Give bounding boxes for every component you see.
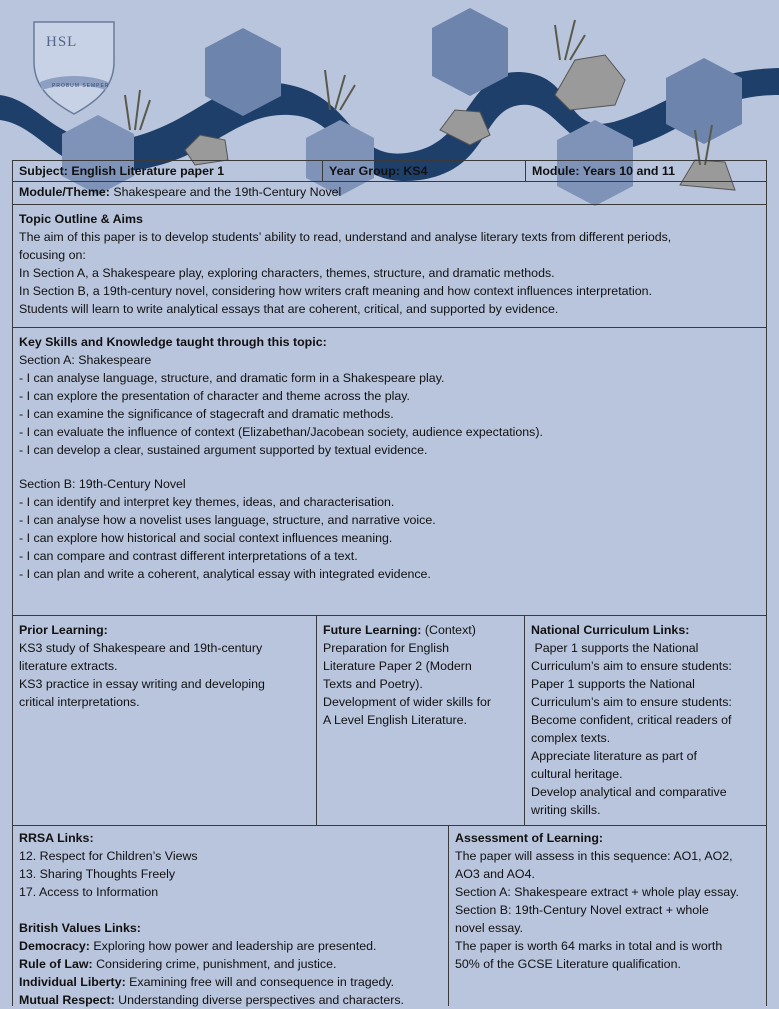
skill-item: - I can evaluate the influence of context (Elizabethan/Jacobean society, audience expectations). (19, 425, 543, 439)
year-group-cell: Year Group: KS4 (322, 161, 525, 181)
theme-row (12, 182, 767, 205)
skills-title: Key Skills and Knowledge taught through this topic: (19, 335, 327, 349)
assessment-cell (448, 826, 766, 1006)
assessment-line: Section B: 19th-Century Novel extract + whole (455, 903, 709, 917)
value-label: Rule of Law: (19, 957, 93, 971)
section-a-title: Section A: Shakespeare (19, 353, 152, 367)
skill-item: - I can analyse how a novelist uses language, structure, and narrative voice. (19, 513, 436, 527)
national-line: complex texts. (531, 731, 611, 745)
future-learning-cell (316, 616, 524, 825)
assessment-line: The paper will assess in this sequence: AO1, AO2, (455, 849, 733, 863)
future-line: Literature Paper 2 (Modern (323, 659, 472, 673)
value-label: Democracy: (19, 939, 90, 953)
prior-line: literature extracts. (19, 659, 118, 673)
curriculum-document (12, 160, 767, 1006)
future-line: Texts and Poetry). (323, 677, 423, 691)
rrsa-line: 13. Sharing Thoughts Freely (19, 867, 176, 881)
value-text: Exploring how power and leadership are presented. (89, 939, 377, 953)
topic-line: The aim of this paper is to develop students’ ability to read, understand and analyse literary texts from different periods, (19, 230, 672, 244)
future-line: Preparation for English (323, 641, 450, 655)
prior-line: KS3 practice in essay writing and developing (19, 677, 265, 691)
value-text: Considering crime, punishment, and justice. (92, 957, 337, 971)
national-curriculum-cell (524, 616, 766, 825)
assessment-title: Assessment of Learning: (455, 831, 604, 845)
topic-line: In Section B, a 19th-century novel, considering how writers craft meaning and how context influences interpretation. (19, 284, 652, 298)
value-text: Understanding diverse perspectives and characters. (114, 993, 404, 1007)
assessment-line: Section A: Shakespeare extract + whole play essay. (455, 885, 739, 899)
skill-item: - I can analyse language, structure, and dramatic form in a Shakespeare play. (19, 371, 445, 385)
values-assessment-row (12, 826, 767, 1006)
national-line: Curriculum’s aim to ensure students: (531, 695, 732, 709)
theme-value: Shakespeare and the 19th-Century Novel (109, 185, 342, 199)
learning-links-row (12, 616, 767, 826)
national-line: Appreciate literature as part of (531, 749, 697, 763)
skill-item: - I can plan and write a coherent, analytical essay with integrated evidence. (19, 567, 431, 581)
national-line: cultural heritage. (531, 767, 623, 781)
topic-title: Topic Outline & Aims (19, 212, 143, 226)
skill-item: - I can examine the significance of stagecraft and dramatic methods. (19, 407, 394, 421)
hexagon-shape (666, 58, 742, 144)
prior-title: Prior Learning: (19, 623, 108, 637)
section-b-title: Section B: 19th-Century Novel (19, 477, 186, 491)
topic-outline-section (12, 205, 767, 328)
rrsa-title: RRSA Links: (19, 831, 94, 845)
skill-item: - I can compare and contrast different interpretations of a text. (19, 549, 358, 563)
value-label: Individual Liberty: (19, 975, 126, 989)
crest-motto: PROBUM SEMPER (52, 83, 110, 89)
prior-learning-cell (13, 616, 316, 812)
future-line: A Level English Literature. (323, 713, 467, 727)
british-values-title: British Values Links: (19, 921, 141, 935)
key-skills-section (12, 328, 767, 616)
assessment-line: The paper is worth 64 marks in total and is worth (455, 939, 723, 953)
rrsa-line: 12. Respect for Children’s Views (19, 849, 198, 863)
future-line: Development of wider skills for (323, 695, 492, 709)
national-line: Paper 1 supports the National (531, 641, 699, 655)
topic-line: In Section A, a Shakespeare play, exploring characters, themes, structure, and dramatic methods. (19, 266, 555, 280)
topic-line: Students will learn to write analytical essays that are coherent, critical, and supported by evidence. (19, 302, 559, 316)
crest-letters: HSL (46, 34, 78, 50)
future-title-suffix: (Context) (421, 623, 476, 637)
future-title: Future Learning: (323, 623, 422, 637)
national-line: writing skills. (531, 803, 601, 817)
rrsa-values-cell (13, 826, 448, 1006)
assessment-line: novel essay. (455, 921, 523, 935)
national-title: National Curriculum Links: (531, 623, 690, 637)
assessment-line: 50% of the GCSE Literature qualification. (455, 957, 681, 971)
skill-item: - I can explore how historical and social context influences meaning. (19, 531, 393, 545)
national-line: Become confident, critical readers of (531, 713, 732, 727)
national-line: Curriculum’s aim to ensure students: (531, 659, 732, 673)
skill-item: - I can develop a clear, sustained argument supported by textual evidence. (19, 443, 428, 457)
skill-item: - I can explore the presentation of character and theme across the play. (19, 389, 410, 403)
module-cell: Module: Years 10 and 11 (525, 161, 766, 181)
topic-line: focusing on: (19, 248, 86, 262)
national-line: Paper 1 supports the National (531, 677, 695, 691)
national-line: Develop analytical and comparative (531, 785, 727, 799)
theme-label: Module/Theme: (19, 185, 110, 199)
rrsa-line: 17. Access to Information (19, 885, 159, 899)
prior-line: KS3 study of Shakespeare and 19th-century (19, 641, 263, 655)
value-label: Mutual Respect: (19, 993, 115, 1007)
prior-line: critical interpretations. (19, 695, 140, 709)
assessment-line: AO3 and AO4. (455, 867, 535, 881)
value-text: Examining free will and consequence in tragedy. (125, 975, 395, 989)
skill-item: - I can identify and interpret key themes, ideas, and characterisation. (19, 495, 395, 509)
header-row (12, 160, 767, 182)
subject-cell: Subject: English Literature paper 1 (19, 164, 225, 178)
